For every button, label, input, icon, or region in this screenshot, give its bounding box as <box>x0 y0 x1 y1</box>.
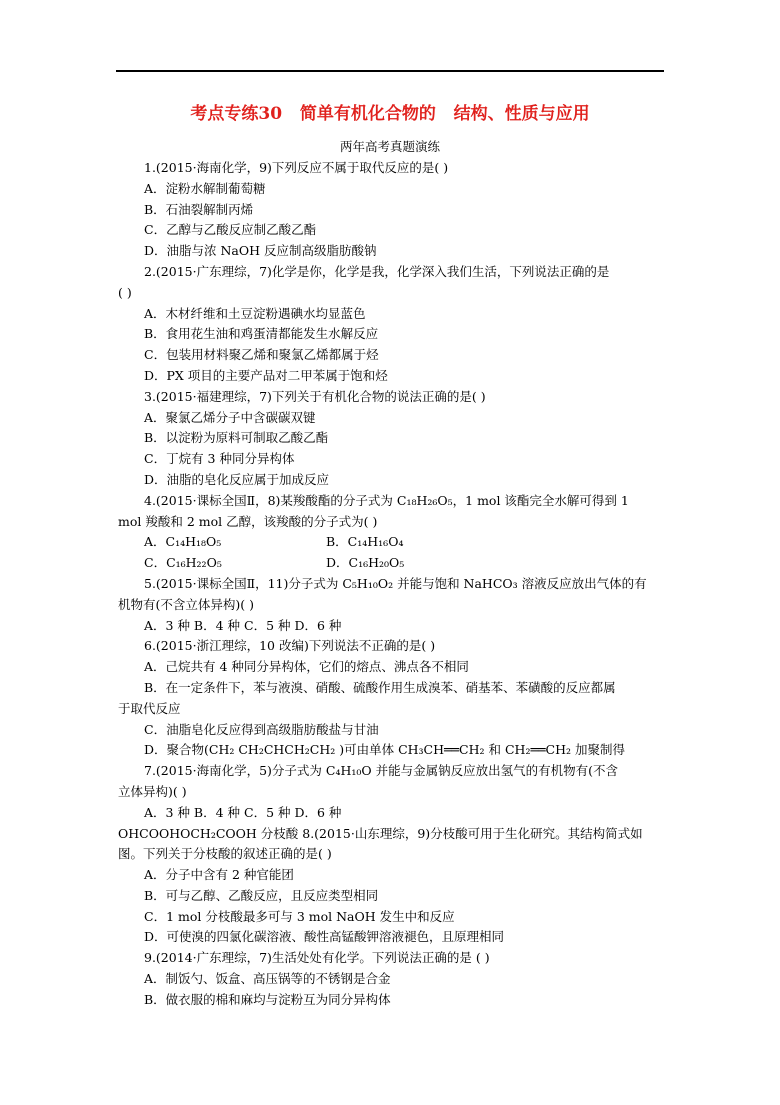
option-line: A．己烷共有 4 种同分异构体，它们的熔点、沸点各不相同 <box>144 659 469 675</box>
option-line: D．可使溴的四氯化碳溶液、酸性高锰酸钾溶液褪色，且原理相同 <box>144 929 505 945</box>
option-line: C．1 mol 分枝酸最多可与 3 mol NaOH 发生中和反应 <box>144 908 455 924</box>
option-line: A．3 种 B．4 种 C．5 种 D．6 种 <box>144 617 342 633</box>
option-text: A．C₁₄H₁₈O₅ <box>144 534 222 550</box>
question-line: 7.(2015·海南化学，5)分子式为 C₄H₁₀O 并能与金属钠反应放出氢气的有机物有(不含 <box>144 763 618 779</box>
question-line: 4.(2015·课标全国Ⅱ，8)某羧酸酯的分子式为 C₁₈H₂₆O₅，1 mol 该酯完全水解可得到 1 <box>144 492 629 508</box>
option-line: C．油脂皂化反应得到高级脂肪酸盐与甘油 <box>144 721 379 737</box>
option-line: B．食用花生油和鸡蛋清都能发生水解反应 <box>144 326 379 342</box>
question-content <box>118 158 668 1011</box>
question-line: 9.(2014·广东理综，7)生活处处有化学。下列说法正确的是 ( ) <box>144 950 490 966</box>
question-line: 1.(2015·海南化学，9)下列反应不属于取代反应的是( ) <box>144 160 449 175</box>
question-line: 6.(2015·浙江理综，10 改编)下列说法不正确的是( ) <box>144 638 436 654</box>
header-rule <box>116 70 664 72</box>
continuation-line: 图。下列关于分枝酸的叙述正确的是( ) <box>118 846 332 862</box>
option-line: C．乙醇与乙酸反应制乙酸乙酯 <box>144 222 317 238</box>
option-line: A．聚氯乙烯分子中含碳碳双键 <box>144 409 316 425</box>
option-text: C．C₁₆H₂₂O₅ <box>144 555 222 571</box>
continuation-line: mol 羧酸和 2 mol 乙醇，该羧酸的分子式为( ) <box>118 513 378 529</box>
option-line: B．在一定条件下，苯与液溴、硝酸、硫酸作用生成溴苯、硝基苯、苯磺酸的反应都属 <box>144 679 616 695</box>
option-line: A．淀粉水解制葡萄糖 <box>144 180 266 196</box>
option-line: C．丁烷有 3 种同分异构体 <box>144 451 295 467</box>
option-pair-line <box>118 532 668 553</box>
continuation-line: 立体异构)( ) <box>118 783 187 799</box>
option-line: C．包装用材料聚乙烯和聚氯乙烯都属于烃 <box>144 347 379 363</box>
option-text: D．C₁₆H₂₀O₅ <box>326 555 405 571</box>
continuation-line: 机物有(不含立体异构)( ) <box>118 596 254 612</box>
option-line: D．聚合物(CH₂ CH₂CHCH₂CH₂ )可由单体 CH₃CH══CH₂ 和 CH₂══CH₂ 加聚制得 <box>144 742 625 758</box>
continuation-line: OHCOOHOCH₂COOH 分枝酸 8.(2015·山东理综，9)分枝酸可用于生化研究。其结构简式如 <box>118 825 643 841</box>
option-line: B．做衣服的棉和麻均与淀粉互为同分异构体 <box>144 991 391 1007</box>
option-line: A．分子中含有 2 种官能团 <box>144 867 294 883</box>
page-subtitle: 两年高考真题演练 <box>339 139 440 154</box>
option-line: B．以淀粉为原料可制取乙酸乙酯 <box>144 430 329 446</box>
option-line: D．PX 项目的主要产品对二甲苯属于饱和烃 <box>144 367 388 383</box>
continuation-line: 于取代反应 <box>118 700 181 716</box>
option-line: D．油脂与浓 NaOH 反应制高级脂肪酸钠 <box>144 243 377 259</box>
question-line: 5.(2015·课标全国Ⅱ，11)分子式为 C₅H₁₀O₂ 并能与饱和 NaHCO₃ 溶液反应放出气体的有 <box>144 575 647 591</box>
option-line: A．制饭勺、饭盒、高压锅等的不锈钢是合金 <box>144 971 391 987</box>
continuation-line: ( ) <box>118 284 132 300</box>
option-line: A．3 种 B．4 种 C．5 种 D．6 种 <box>144 804 342 820</box>
option-pair-line <box>118 553 668 574</box>
option-line: B．石油裂解制丙烯 <box>144 201 254 217</box>
option-line: D．油脂的皂化反应属于加成反应 <box>144 471 330 487</box>
question-line: 3.(2015·福建理综，7)下列关于有机化合物的说法正确的是( ) <box>144 388 486 404</box>
option-line: A．木材纤维和土豆淀粉遇碘水均显蓝色 <box>144 305 366 321</box>
page-title: 考点专练30 简单有机化合物的 结构、性质与应用 <box>190 104 590 124</box>
option-text: B．C₁₄H₁₆O₄ <box>326 534 404 550</box>
option-line: B．可与乙醇、乙酸反应，且反应类型相同 <box>144 887 379 903</box>
question-line: 2.(2015·广东理综，7)化学是你，化学是我，化学深入我们生活，下列说法正确的是 <box>144 263 610 279</box>
